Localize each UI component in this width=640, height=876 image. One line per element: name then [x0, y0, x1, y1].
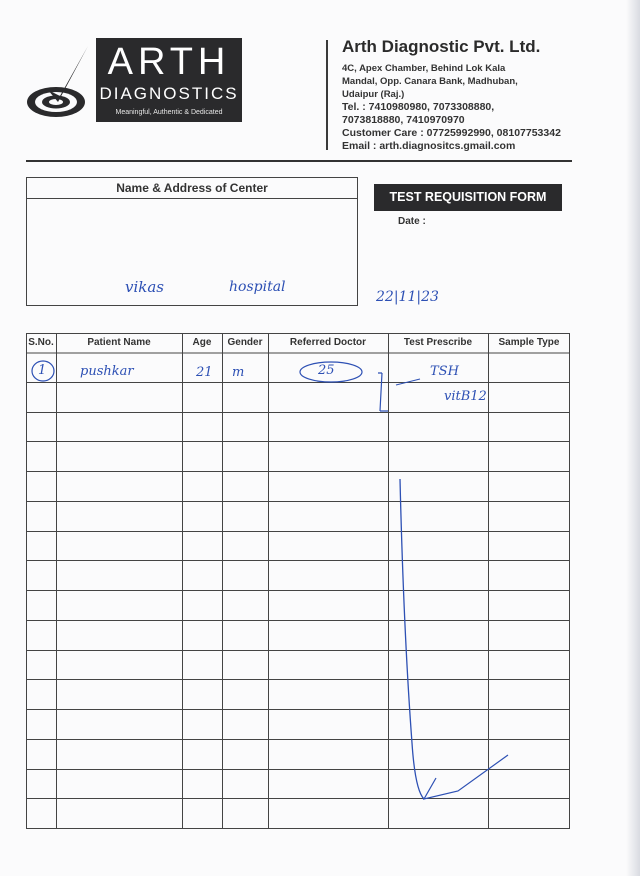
- company-info: [342, 37, 632, 153]
- patient-table: [26, 333, 570, 829]
- handwritten-strokes: [366, 363, 526, 813]
- cell-referred-doctor: 25: [318, 363, 335, 378]
- center-name-handwritten: vikas: [125, 278, 165, 296]
- header-sno: S.No.: [28, 337, 54, 348]
- phone-line: 7073818880, 7410970970: [342, 114, 465, 126]
- center-address-handwritten: hospital: [229, 279, 286, 295]
- address-line: Mandal, Opp. Canara Bank, Madhuban,: [342, 76, 518, 87]
- brand-tagline: Meaningful, Authentic & Dedicated: [115, 109, 223, 116]
- header-rule: [26, 160, 572, 162]
- cell-sno: 1: [38, 363, 47, 378]
- phone-line: Tel. : 7410980980, 7073308880,: [342, 101, 495, 113]
- date-value-handwritten: 22|11|23: [376, 289, 439, 305]
- header-referred-doctor: Referred Doctor: [289, 337, 367, 348]
- date-label: Date :: [398, 216, 426, 227]
- brand-logo: [96, 38, 242, 122]
- center-address-box: [26, 177, 358, 306]
- cell-test-2: vitB12: [444, 389, 487, 404]
- cell-patient-name: pushkar: [80, 364, 134, 379]
- target-logo-icon: [26, 44, 92, 120]
- header-test-prescribe: Test Prescribe: [403, 337, 473, 348]
- header-age: Age: [192, 337, 212, 348]
- customer-care-line: Customer Care : 07725992990, 08107753342: [342, 127, 561, 139]
- brand-name: ARTH: [107, 41, 231, 83]
- address-line: Udaipur (Raj.): [342, 89, 405, 100]
- email-line: Email : arth.diagnositcs.gmail.com: [342, 140, 516, 152]
- header-divider: [326, 40, 328, 150]
- cell-age: 21: [196, 365, 213, 380]
- cell-test-1: TSH: [430, 364, 459, 379]
- company-name: Arth Diagnostic Pvt. Ltd.: [342, 37, 541, 56]
- brand-subtitle: DIAGNOSTICS: [99, 84, 239, 103]
- form-title: TEST REQUISITION FORM: [374, 184, 562, 211]
- address-line: 4C, Apex Chamber, Behind Lok Kala: [342, 63, 506, 74]
- cell-gender: m: [232, 365, 245, 380]
- header-sample-type: Sample Type: [498, 337, 560, 348]
- header-patient-name: Patient Name: [87, 337, 151, 348]
- header-gender: Gender: [227, 337, 263, 348]
- center-box-title: Name & Address of Center: [27, 178, 357, 199]
